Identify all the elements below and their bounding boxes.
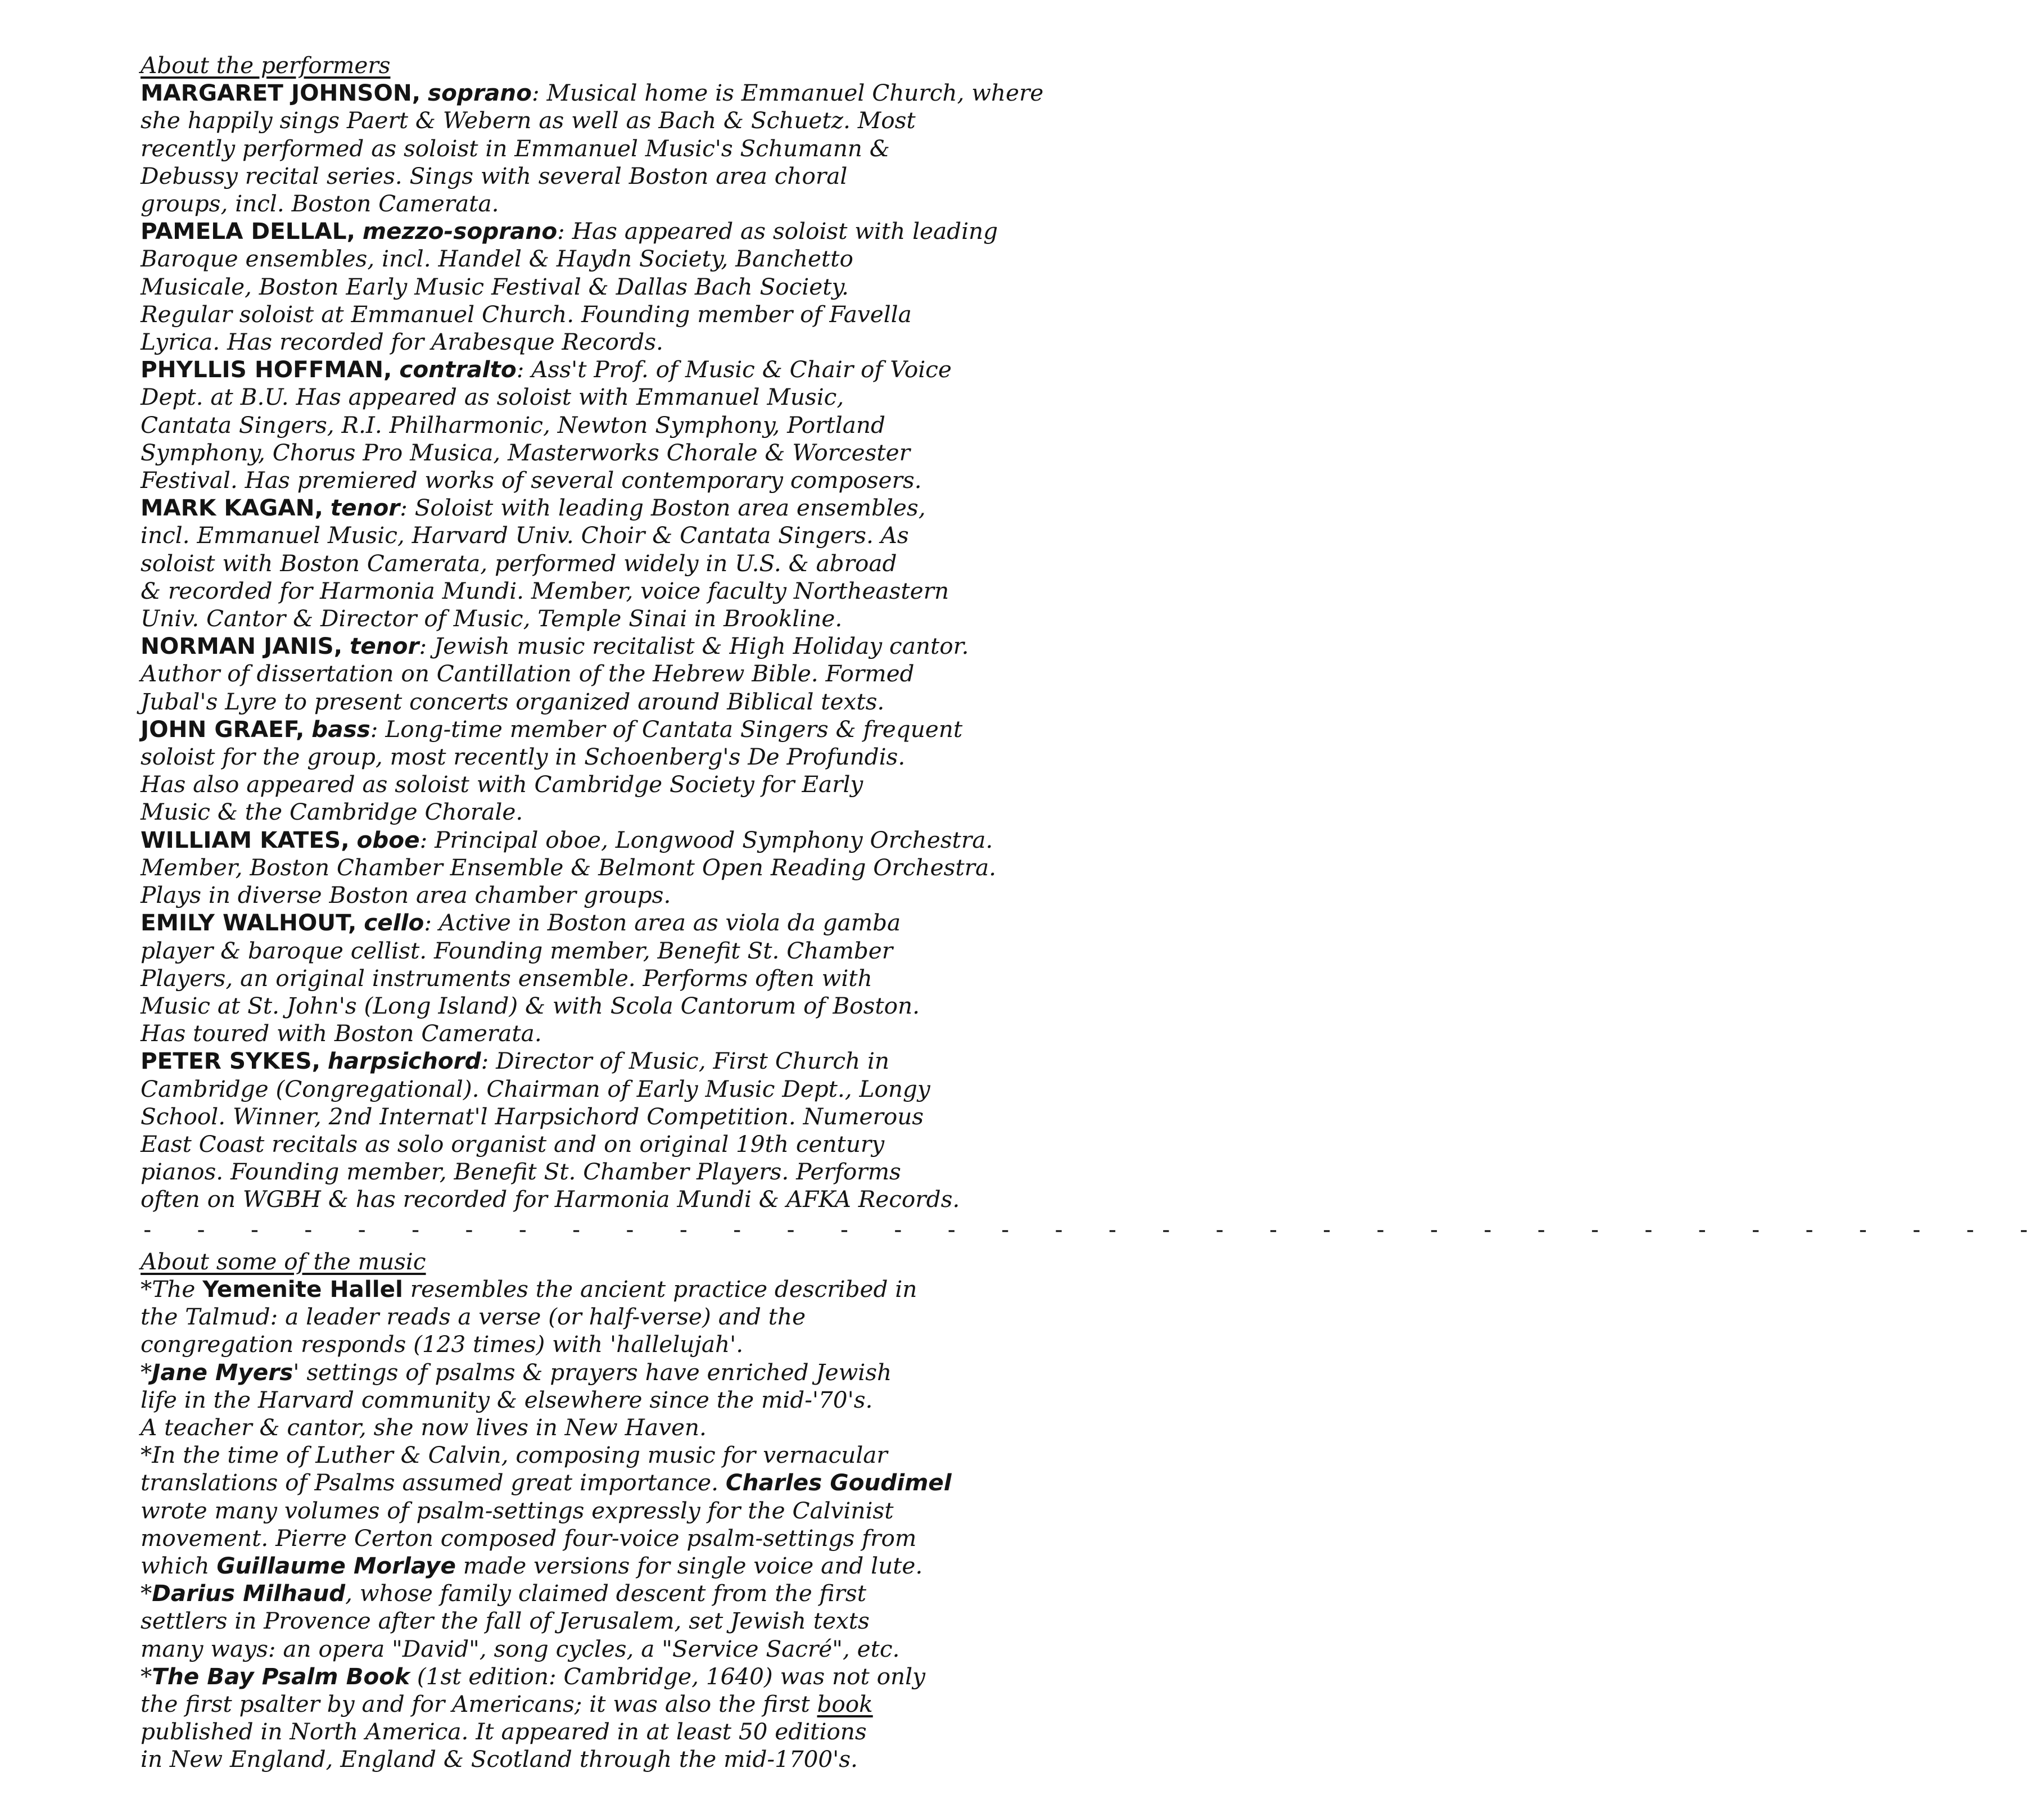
performer-role: contralto: [399, 356, 517, 383]
performer-role: tenor: [330, 494, 400, 522]
note-text: resembles the ancient practice described in: [403, 1275, 917, 1303]
music-note-yemenite-hallel: [141, 1276, 1265, 1359]
performer-line: Univ. Cantor & Director of Music, Temple Sinai in Brookline.: [141, 605, 843, 632]
note-line: [141, 1552, 1265, 1580]
performer-bio-text: : Musical home is Emmanuel Church, where: [531, 79, 1044, 107]
note-line: A teacher & cantor, she now lives in New Haven.: [141, 1413, 707, 1441]
performer-line: recently performed as soloist in Emmanuel Music's Schumann &: [141, 134, 890, 162]
performer-line: Cantata Singers, R.I. Philharmonic, Newton Symphony, Portland: [141, 411, 885, 438]
performer-name: PHYLLIS HOFFMAN,: [141, 356, 392, 383]
note-text: , whose family claimed descent from the first: [345, 1580, 866, 1607]
performer-entry: [141, 909, 1265, 1047]
performer-bio-text: : Long-time member of Cantata Singers & frequent: [370, 715, 963, 743]
performer-role: mezzo-soprano: [362, 218, 558, 245]
note-line: [141, 1663, 1265, 1690]
performer-line: Music & the Cambridge Chorale.: [141, 798, 523, 826]
note-text: (1st edition: Cambridge, 1640) was not only: [410, 1662, 925, 1690]
music-note-bay-psalm-book: [141, 1663, 1265, 1774]
performer-name: PAMELA DELLAL,: [141, 218, 355, 245]
note-text: *: [141, 1662, 152, 1690]
performers-list: [141, 79, 1265, 1213]
note-underlined-word: book: [817, 1690, 873, 1717]
note-text: translations of Psalms assumed great importance.: [141, 1469, 726, 1496]
performer-line: Musicale, Boston Early Music Festival & Dallas Bach Society.: [141, 273, 849, 300]
performer-bio-text: : Principal oboe, Longwood Symphony Orchestra.: [419, 826, 993, 853]
performer-line: Music at St. John's (Long Island) & with Scola Cantorum of Boston.: [141, 992, 920, 1019]
performer-line: Dept. at B.U. Has appeared as soloist with Emmanuel Music,: [141, 383, 844, 411]
note-line: wrote many volumes of psalm-settings expressly for the Calvinist: [141, 1496, 894, 1524]
note-line: congregation responds (123 times) with 'hallelujah'.: [141, 1331, 744, 1358]
performer-bio-text: : Director of Music, First Church in: [481, 1047, 890, 1075]
performer-line: [141, 826, 1265, 854]
section-separator: - - - - - - - - - - - - - - - - - - - - - - - - - - - - - - - - - - - -: [141, 1215, 2044, 1243]
performer-name: JOHN GRAEF,: [141, 715, 305, 743]
note-text: ' settings of psalms & prayers have enriched Jewish: [293, 1358, 892, 1386]
performer-line: soloist for the group, most recently in Schoenberg's De Profundis.: [141, 743, 906, 771]
note-highlight: Guillaume Morlaye: [216, 1552, 456, 1579]
performer-bio-text: : Ass't Prof. of Music & Chair of Voice: [516, 356, 952, 383]
performer-entry: [141, 632, 1265, 716]
performer-line: pianos. Founding member, Benefit St. Chamber Players. Performs: [141, 1158, 901, 1186]
note-text: the first psalter by and for Americans; it was also the first: [141, 1690, 817, 1717]
performer-line: [141, 632, 1265, 660]
performer-line: [141, 1047, 1265, 1075]
performer-line: Debussy recital series. Sings with several Boston area choral: [141, 162, 848, 189]
performer-line: groups, incl. Boston Camerata.: [141, 190, 499, 218]
music-note-psalms: [141, 1441, 1265, 1580]
performer-role: tenor: [349, 632, 419, 660]
performer-line: Regular soloist at Emmanuel Church. Founding member of Favella: [141, 300, 912, 328]
performer-line: [141, 218, 1265, 245]
performer-bio-text: : Soloist with leading Boston area ensembles,: [400, 494, 926, 522]
performer-line: Players, an original instruments ensemble. Performs often with: [141, 964, 872, 992]
note-highlight: Darius Milhaud: [152, 1580, 346, 1607]
performer-bio-text: : Jewish music recitalist & High Holiday cantor.: [419, 632, 969, 660]
performer-line: [141, 494, 1265, 522]
document-page: [141, 52, 2044, 1774]
performer-line: [141, 909, 1265, 937]
note-text: made versions for single voice and lute.: [455, 1552, 923, 1579]
note-highlight: Jane Myers: [152, 1358, 293, 1386]
performer-entry: [141, 218, 1265, 356]
note-line: *In the time of Luther & Calvin, composing music for vernacular: [141, 1441, 888, 1469]
performer-line: Lyrica. Has recorded for Arabesque Records.: [141, 328, 663, 356]
performers-heading: About the performers: [141, 52, 391, 79]
performer-entry: [141, 494, 1265, 632]
note-highlight: Yemenite Hallel: [202, 1275, 403, 1303]
performer-line: [141, 716, 1265, 743]
performer-name: NORMAN JANIS,: [141, 632, 343, 660]
note-line: [141, 1359, 1265, 1386]
note-text: *: [141, 1358, 152, 1386]
performer-line: Plays in diverse Boston area chamber groups.: [141, 881, 671, 909]
performer-line: Has toured with Boston Camerata.: [141, 1020, 542, 1047]
note-line: the Talmud: a leader reads a verse (or half-verse) and the: [141, 1303, 806, 1331]
note-line: in New England, England & Scotland through the mid-1700's.: [141, 1746, 858, 1773]
performer-line: Author of dissertation on Cantillation of the Hebrew Bible. Formed: [141, 660, 915, 688]
performer-name: MARK KAGAN,: [141, 494, 323, 522]
note-line: [141, 1690, 1265, 1718]
performer-role: harpsichord: [327, 1047, 481, 1075]
performer-entry: [141, 356, 1265, 494]
music-heading: About some of the music: [141, 1247, 426, 1275]
performer-name: PETER SYKES,: [141, 1047, 321, 1075]
performer-line: incl. Emmanuel Music, Harvard Univ. Choir & Cantata Singers. As: [141, 522, 909, 549]
performer-role: cello: [364, 909, 424, 937]
performer-role: bass: [311, 715, 370, 743]
note-line: [141, 1580, 1265, 1607]
performer-name: MARGARET JOHNSON,: [141, 79, 421, 107]
music-section: [141, 1248, 1265, 1774]
performer-entry: [141, 716, 1265, 826]
note-line: many ways: an opera "David", song cycles, a "Service Sacré", etc.: [141, 1635, 900, 1662]
note-text: *: [141, 1580, 152, 1607]
performer-role: soprano: [428, 79, 532, 107]
note-line: [141, 1276, 1265, 1303]
note-text: *The: [141, 1275, 203, 1303]
performer-name: EMILY WALHOUT,: [141, 909, 357, 937]
performer-name: WILLIAM KATES,: [141, 826, 350, 853]
performer-bio-text: : Active in Boston area as viola da gamba: [424, 909, 901, 937]
performers-section: [141, 52, 1265, 1214]
performer-line: she happily sings Paert & Webern as well as Bach & Schuetz. Most: [141, 107, 916, 134]
performer-entry: [141, 826, 1265, 910]
performer-entry: [141, 1047, 1265, 1213]
performer-line: player & baroque cellist. Founding member, Benefit St. Chamber: [141, 937, 893, 964]
performer-line: Cambridge (Congregational). Chairman of Early Music Dept., Longy: [141, 1075, 930, 1102]
performer-line: [141, 356, 1265, 383]
performer-line: soloist with Boston Camerata, performed widely in U.S. & abroad: [141, 549, 897, 577]
note-line: settlers in Provence after the fall of Jerusalem, set Jewish texts: [141, 1607, 870, 1635]
performer-line: Festival. Has premiered works of several contemporary composers.: [141, 467, 922, 494]
performer-line: School. Winner, 2nd Internat'l Harpsichord Competition. Numerous: [141, 1102, 924, 1130]
performer-line: often on WGBH & has recorded for Harmonia Mundi & AFKA Records.: [141, 1186, 960, 1213]
note-line: movement. Pierre Certon composed four-voice psalm-settings from: [141, 1524, 917, 1552]
note-highlight: Charles Goudimel: [725, 1469, 952, 1496]
performer-entry: [141, 79, 1265, 218]
note-text: which: [141, 1552, 217, 1579]
performer-line: Member, Boston Chamber Ensemble & Belmont Open Reading Orchestra.: [141, 853, 996, 881]
performer-line: & recorded for Harmonia Mundi. Member, voice faculty Northeastern: [141, 577, 949, 604]
performer-role: oboe: [356, 826, 420, 853]
performer-line: East Coast recitals as solo organist and on original 19th century: [141, 1130, 885, 1158]
music-note-jane-myers: [141, 1359, 1265, 1442]
music-note-milhaud: [141, 1580, 1265, 1663]
note-line: published in North America. It appeared in at least 50 editions: [141, 1718, 867, 1746]
performer-line: [141, 79, 1265, 107]
note-highlight: The Bay Psalm Book: [152, 1662, 410, 1690]
note-line: life in the Harvard community & elsewhere since the mid-'70's.: [141, 1386, 873, 1413]
performer-line: Baroque ensembles, incl. Handel & Haydn Society, Banchetto: [141, 245, 853, 273]
performer-line: Has also appeared as soloist with Cambridge Society for Early: [141, 771, 863, 798]
note-line: [141, 1469, 1265, 1496]
performer-bio-text: : Has appeared as soloist with leading: [557, 218, 998, 245]
performer-line: Symphony, Chorus Pro Musica, Masterworks Chorale & Worcester: [141, 438, 910, 466]
performer-line: Jubal's Lyre to present concerts organized around Biblical texts.: [141, 688, 885, 715]
